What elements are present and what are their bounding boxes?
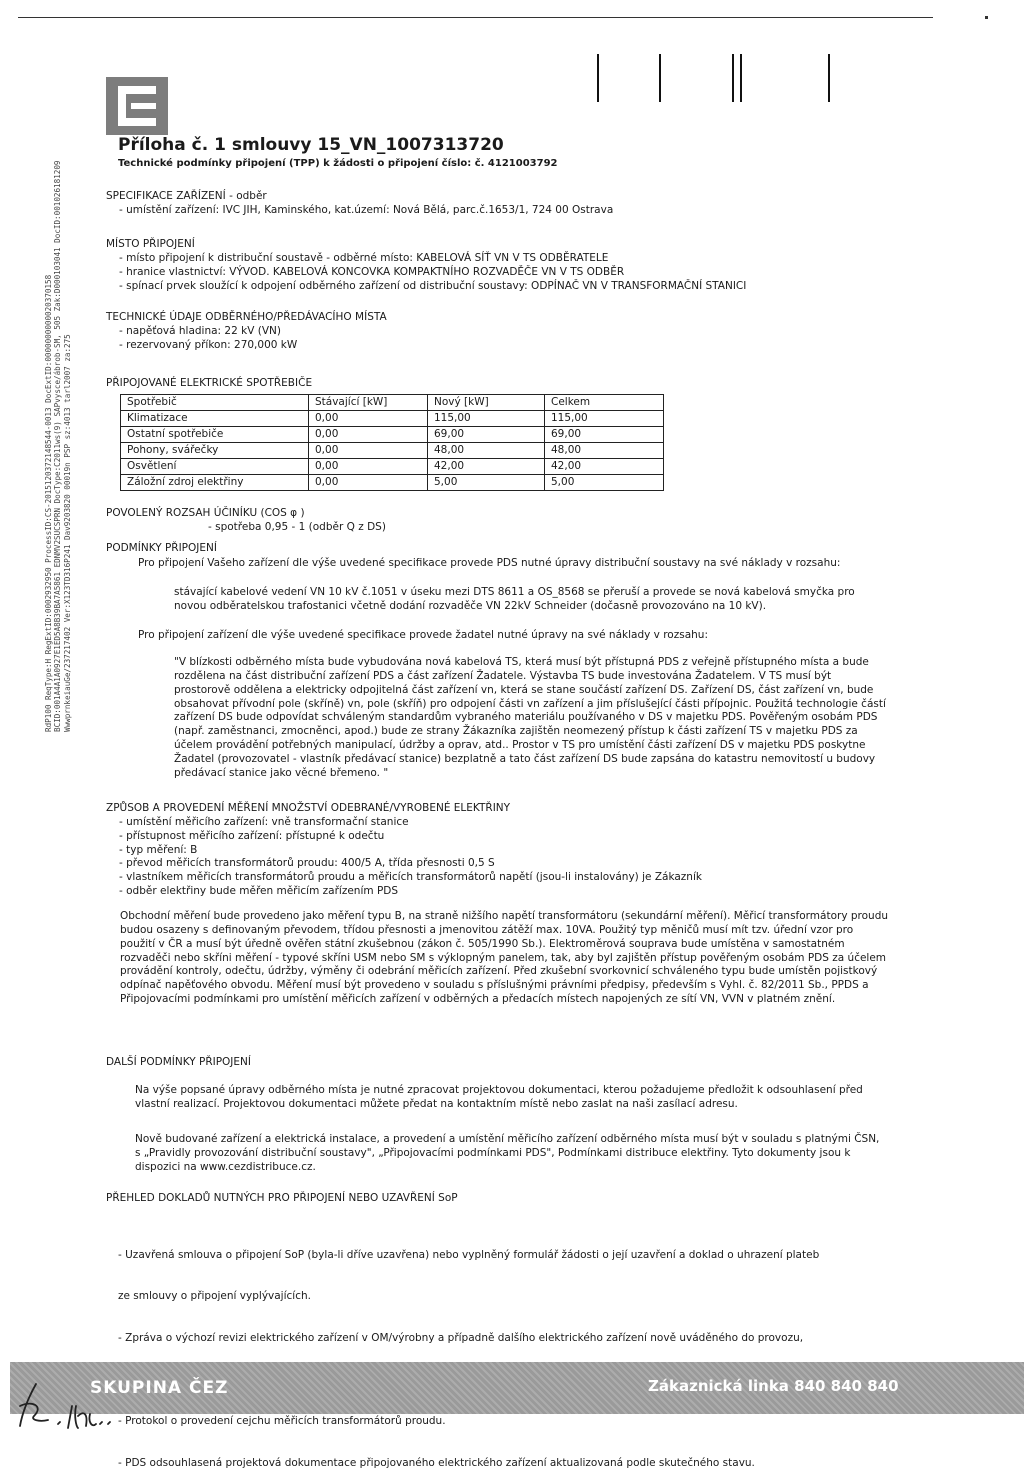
signature xyxy=(14,1376,134,1437)
barcode-bar xyxy=(828,54,830,102)
paragraph: Obchodní měření bude provedeno jako měření typu B, na straně nižšího napětí transformátoru (sekundární měření). Měřicí transformátory proudu budou osazeny s definovaným převodem, třídou přesnosti a jmenovitou zátěží max. 10VA. Použitý typ měničů musí mít tzv. úřední vzor pro použití v ČR a musí být úředně ověřen státní zkušebnou (zákon č. 505/1990 Sb.). Elektroměrová souprava bude umístěna v samostatném rozvaděči nebo skříni měření - typové skříni USM nebo SM s výklopným panelem, tak, aby byl zajištěn přístup pověřeným osobám PDS za účelem provádění kontroly, odečtu, údržby, výměny či odebrání měřicích zařízení. Před zkušební svorkovnicí schváleného typu bude umístěn pojistkový odpínač napěťového obvodu. Měření musí být provedeno v souladu s příslušnými právními předpisy, především s Vyhl. č. 82/2011 Sb., PPDS a Připojovacími podmínkami pro umístění měřicích zařízení v odběrných a předacích místech napojených ze sítí VN, VVN v platném znění. xyxy=(120,910,889,1006)
list-item: - Protokol o provedení cejchu měřicích transformátorů proudu. xyxy=(118,1415,446,1428)
paragraph: stávající kabelové vedení VN 10 kV č.1051 v úseku mezi DTS 8611 a OS_8568 se přeruší a provede se nová kabelová smyčka pro novou odběratelskou trafostanici včetně dodání rozvaděče VN 22kV Schneider (dočasně provozováno na 10 kV). xyxy=(174,586,855,612)
list-item: - Zpráva o výchozí revizi elektrického zařízení v OM/výrobny a případně dalšího elektrického zařízení nově uváděného do provozu, xyxy=(118,1331,804,1344)
side-metadata xyxy=(44,32,72,732)
footer-brand: SKUPINA ČEZ xyxy=(90,1378,229,1398)
section-heading: PŘEHLED DOKLADŮ NUTNÝCH PRO PŘIPOJENÍ NEBO UZAVŘENÍ SoP xyxy=(106,1192,458,1204)
paragraph: "V blízkosti odběrného místa bude vybudována nová kabelová TS, která musí být přístupná PDS z veřejně přístupného místa a bude rozdělena na část distribuční zařízení PDS a část zařízení Žadatele. Výstavba TS bude investována Žadatelem. V TS musí být prostorově oddělena a elektricky odpojitelná část zařízení vn, která se stane součástí zařízení DS. Zařízení DS, část zařízení vn, bude obsahovat přívodní pole (skříně) vn, pole (skříň) pro odpojení části vn zařízení a jim příslušející části přípojnic. Použitá technologie částí zařízení DS bude odpovídat schváleným standardům vybraného materiálu používaného v DS v majetku PDS. Pověřeným osobám PDS (např. zaměstnanci, zmocněnci, apod.) bude ze strany Žákazníka zajištěn neomezený přístup k části zařízení TS v majetku PDS za účelem provádění potřebných manipulací, údržby a oprav, atd.. Prostor v TS pro umístění části zařízení DS v majetku PDS poskytne Žadatel (provozovatel - vlastník předávací stanice) bezplatně a tato část zařízení DS bude zapsána do katastru nemovitostí u budovy předávací stanice jako věcné břemeno. " xyxy=(174,656,886,779)
section-line: - vlastníkem měřicích transformátorů proudu a měřicích transformátorů napětí (jsou-li instalovány) je Zákazník xyxy=(119,871,702,884)
table-row xyxy=(121,427,664,443)
section-line: - umístění zařízení: IVC JIH, Kaminského, kat.území: Nová Bělá, parc.č.1653/1, 724 00 Ostrava xyxy=(119,203,614,216)
corner-dot xyxy=(985,16,988,19)
section-line: - převod měřicích transformátorů proudu: 400/5 A, třída přesnosti 0,5 S xyxy=(119,857,495,870)
section-povoleny xyxy=(106,507,946,535)
section-line: - napěťová hladina: 22 kV (VN) xyxy=(119,324,281,337)
section-heading: POVOLENÝ ROZSAH ÚČINÍKU (COS φ ) xyxy=(106,507,305,519)
table-cell: 48,00 xyxy=(545,443,664,459)
footer-banner xyxy=(10,1362,1024,1414)
paragraph: Nově budované zařízení a elektrická instalace, a provedení a umístění měřicího zařízení odběrného místa musí být v souladu s platnými ČSN, s „Pravidly provozování distribuční soustavy", „Připojovacími podmínkami PDS", Podmínkami distribuce elektřiny. Tyto dokumenty jsou k dispozici na www.cezdistribuce.cz. xyxy=(135,1133,880,1173)
spotrebice-table xyxy=(120,394,664,491)
section-line: - místo připojení k distribuční soustavě - odběrné místo: KABELOVÁ SÍŤ VN V TS ODBĚRATELE xyxy=(119,251,609,264)
section-heading: ZPŮSOB A PROVEDENÍ MĚŘENÍ MNOŽSTVÍ ODEBRANÉ/VYROBENÉ ELEKTŘINY xyxy=(106,802,511,814)
list-item: ze smlouvy o připojení vyplývajících. xyxy=(118,1290,311,1303)
table-header: Celkem xyxy=(545,395,664,411)
section-line: - spotřeba 0,95 - 1 (odběr Q z DS) xyxy=(208,520,386,533)
table-row xyxy=(121,459,664,475)
table-cell: 5,00 xyxy=(545,475,664,491)
section-misto xyxy=(106,238,946,293)
cez-logo xyxy=(106,77,168,135)
section-line: - spínací prvek sloužící k odpojení odběrného zařízení od distribuční soustavy: ODPÍNAČ VN V TRANSFORMAČNÍ STANICI xyxy=(119,279,747,292)
section-heading: SPECIFIKACE ZAŘÍZENÍ - odběr xyxy=(106,190,267,202)
side-line: RdP100 ReqType:H RegExtID:0002932950 ProcessID:CS-2015120372148544-0013 DocExtID:0000000000020370158 xyxy=(44,274,53,732)
section-line: - umístění měřicího zařízení: vně transformační stanice xyxy=(119,815,409,828)
table-cell: 115,00 xyxy=(428,411,545,427)
section-line: - odběr elektřiny bude měřen měřicím zařízením PDS xyxy=(119,885,399,898)
table-header-row xyxy=(121,395,664,411)
table-cell: Klimatizace xyxy=(121,411,309,427)
section-heading: PŘIPOJOVANÉ ELEKTRICKÉ SPOTŘEBIČE xyxy=(106,377,313,389)
barcode-bar xyxy=(597,54,599,102)
barcode-bar xyxy=(659,54,661,102)
table-header: Spotřebič xyxy=(121,395,309,411)
section-line: - rezervovaný příkon: 270,000 kW xyxy=(119,338,298,351)
table-cell: 0,00 xyxy=(309,475,428,491)
side-line: WwwprnkeiauGe/237217402 Ver:X123TD316P241 Dav9203820 00019n PSP sz:4013 tarl2007 za:275 xyxy=(62,334,72,732)
section-heading: MÍSTO PŘIPOJENÍ xyxy=(106,238,195,250)
section-technicke xyxy=(106,311,946,353)
page-subtitle: Technické podmínky připojení (TPP) k žádosti o připojení číslo: č. 4121003792 xyxy=(118,158,558,169)
section-dalsi xyxy=(106,1056,946,1070)
table-cell: 0,00 xyxy=(309,411,428,427)
section-heading: PODMÍNKY PŘIPOJENÍ xyxy=(106,542,217,554)
section-spotrebice xyxy=(106,377,946,391)
section-podminky xyxy=(106,542,946,556)
table-row xyxy=(121,411,664,427)
table-header: Nový [kW] xyxy=(428,395,545,411)
barcode-bar xyxy=(732,54,734,102)
prehled-list xyxy=(118,1221,819,1484)
section-spec xyxy=(106,190,946,218)
table-cell: 115,00 xyxy=(545,411,664,427)
section-mereni xyxy=(106,802,946,899)
table-cell: Záložní zdroj elektřiny xyxy=(121,475,309,491)
page-title: Příloha č. 1 smlouvy 15_VN_1007313720 xyxy=(118,135,504,155)
table-row xyxy=(121,443,664,459)
top-rule xyxy=(18,17,933,18)
section-line: - typ měření: B xyxy=(119,843,198,856)
table-cell: 0,00 xyxy=(309,427,428,443)
section-heading: TECHNICKÉ ÚDAJE ODBĚRNÉHO/PŘEDÁVACÍHO MÍSTA xyxy=(106,311,387,323)
table-cell: Pohony, svářečky xyxy=(121,443,309,459)
paragraph: Pro připojení zařízení dle výše uvedené specifikace provede žadatel nutné úpravy na své náklady v rozsahu: xyxy=(138,629,708,641)
table-cell: Osvětlení xyxy=(121,459,309,475)
table-cell: 0,00 xyxy=(309,459,428,475)
table-cell: 69,00 xyxy=(428,427,545,443)
table-cell: 48,00 xyxy=(428,443,545,459)
table-cell: 5,00 xyxy=(428,475,545,491)
paragraph: Na výše popsané úpravy odběrného místa je nutné zpracovat projektovou dokumentaci, kterou požadujeme předložit k odsouhlasení před vlastní realizací. Projektovou dokumentaci můžete předat na kontaktním místě nebo zaslat na naši zasílací adresu. xyxy=(135,1084,863,1110)
table-cell: Ostatní spotřebiče xyxy=(121,427,309,443)
section-prehled xyxy=(106,1192,946,1206)
list-item: - PDS odsouhlasená projektová dokumentace připojovaného elektrického zařízení aktualizovaná podle skutečného stavu. xyxy=(118,1456,755,1469)
barcode-bar xyxy=(740,54,742,102)
table-cell: 69,00 xyxy=(545,427,664,443)
table-header: Stávající [kW] xyxy=(309,395,428,411)
section-line: - hranice vlastnictví: VÝVOD. KABELOVÁ KONCOVKA KOMPAKTNÍHO ROZVADĚČE VN V TS ODBĚR xyxy=(119,265,625,278)
section-heading: DALŠÍ PODMÍNKY PŘIPOJENÍ xyxy=(106,1056,251,1068)
table-row xyxy=(121,475,664,491)
paragraph: Pro připojení Vašeho zařízení dle výše uvedené specifikace provede PDS nutné úpravy distribuční soustavy na své náklady v rozsahu: xyxy=(138,557,841,569)
list-item: - Uzavřená smlouva o připojení SoP (byla-li dříve uzavřena) nebo vyplněný formulář žádosti o její uzavření a doklad o uhrazení plateb xyxy=(118,1248,820,1261)
side-line: BCID:001A4A1A0927E1ED5A8B39BA7A5861 EDNMV2SUCSPRN DocType:C2011ws(9) SAPvysce/ábrob-SM, 505 Zak:D000103041 DocID:001026181209 xyxy=(53,160,63,732)
footer-hotline: Zákaznická linka 840 840 840 xyxy=(648,1377,899,1395)
section-line: - přístupnost měřicího zařízení: přístupné k odečtu xyxy=(119,829,385,842)
table-cell: 42,00 xyxy=(545,459,664,475)
table-cell: 42,00 xyxy=(428,459,545,475)
table-cell: 0,00 xyxy=(309,443,428,459)
